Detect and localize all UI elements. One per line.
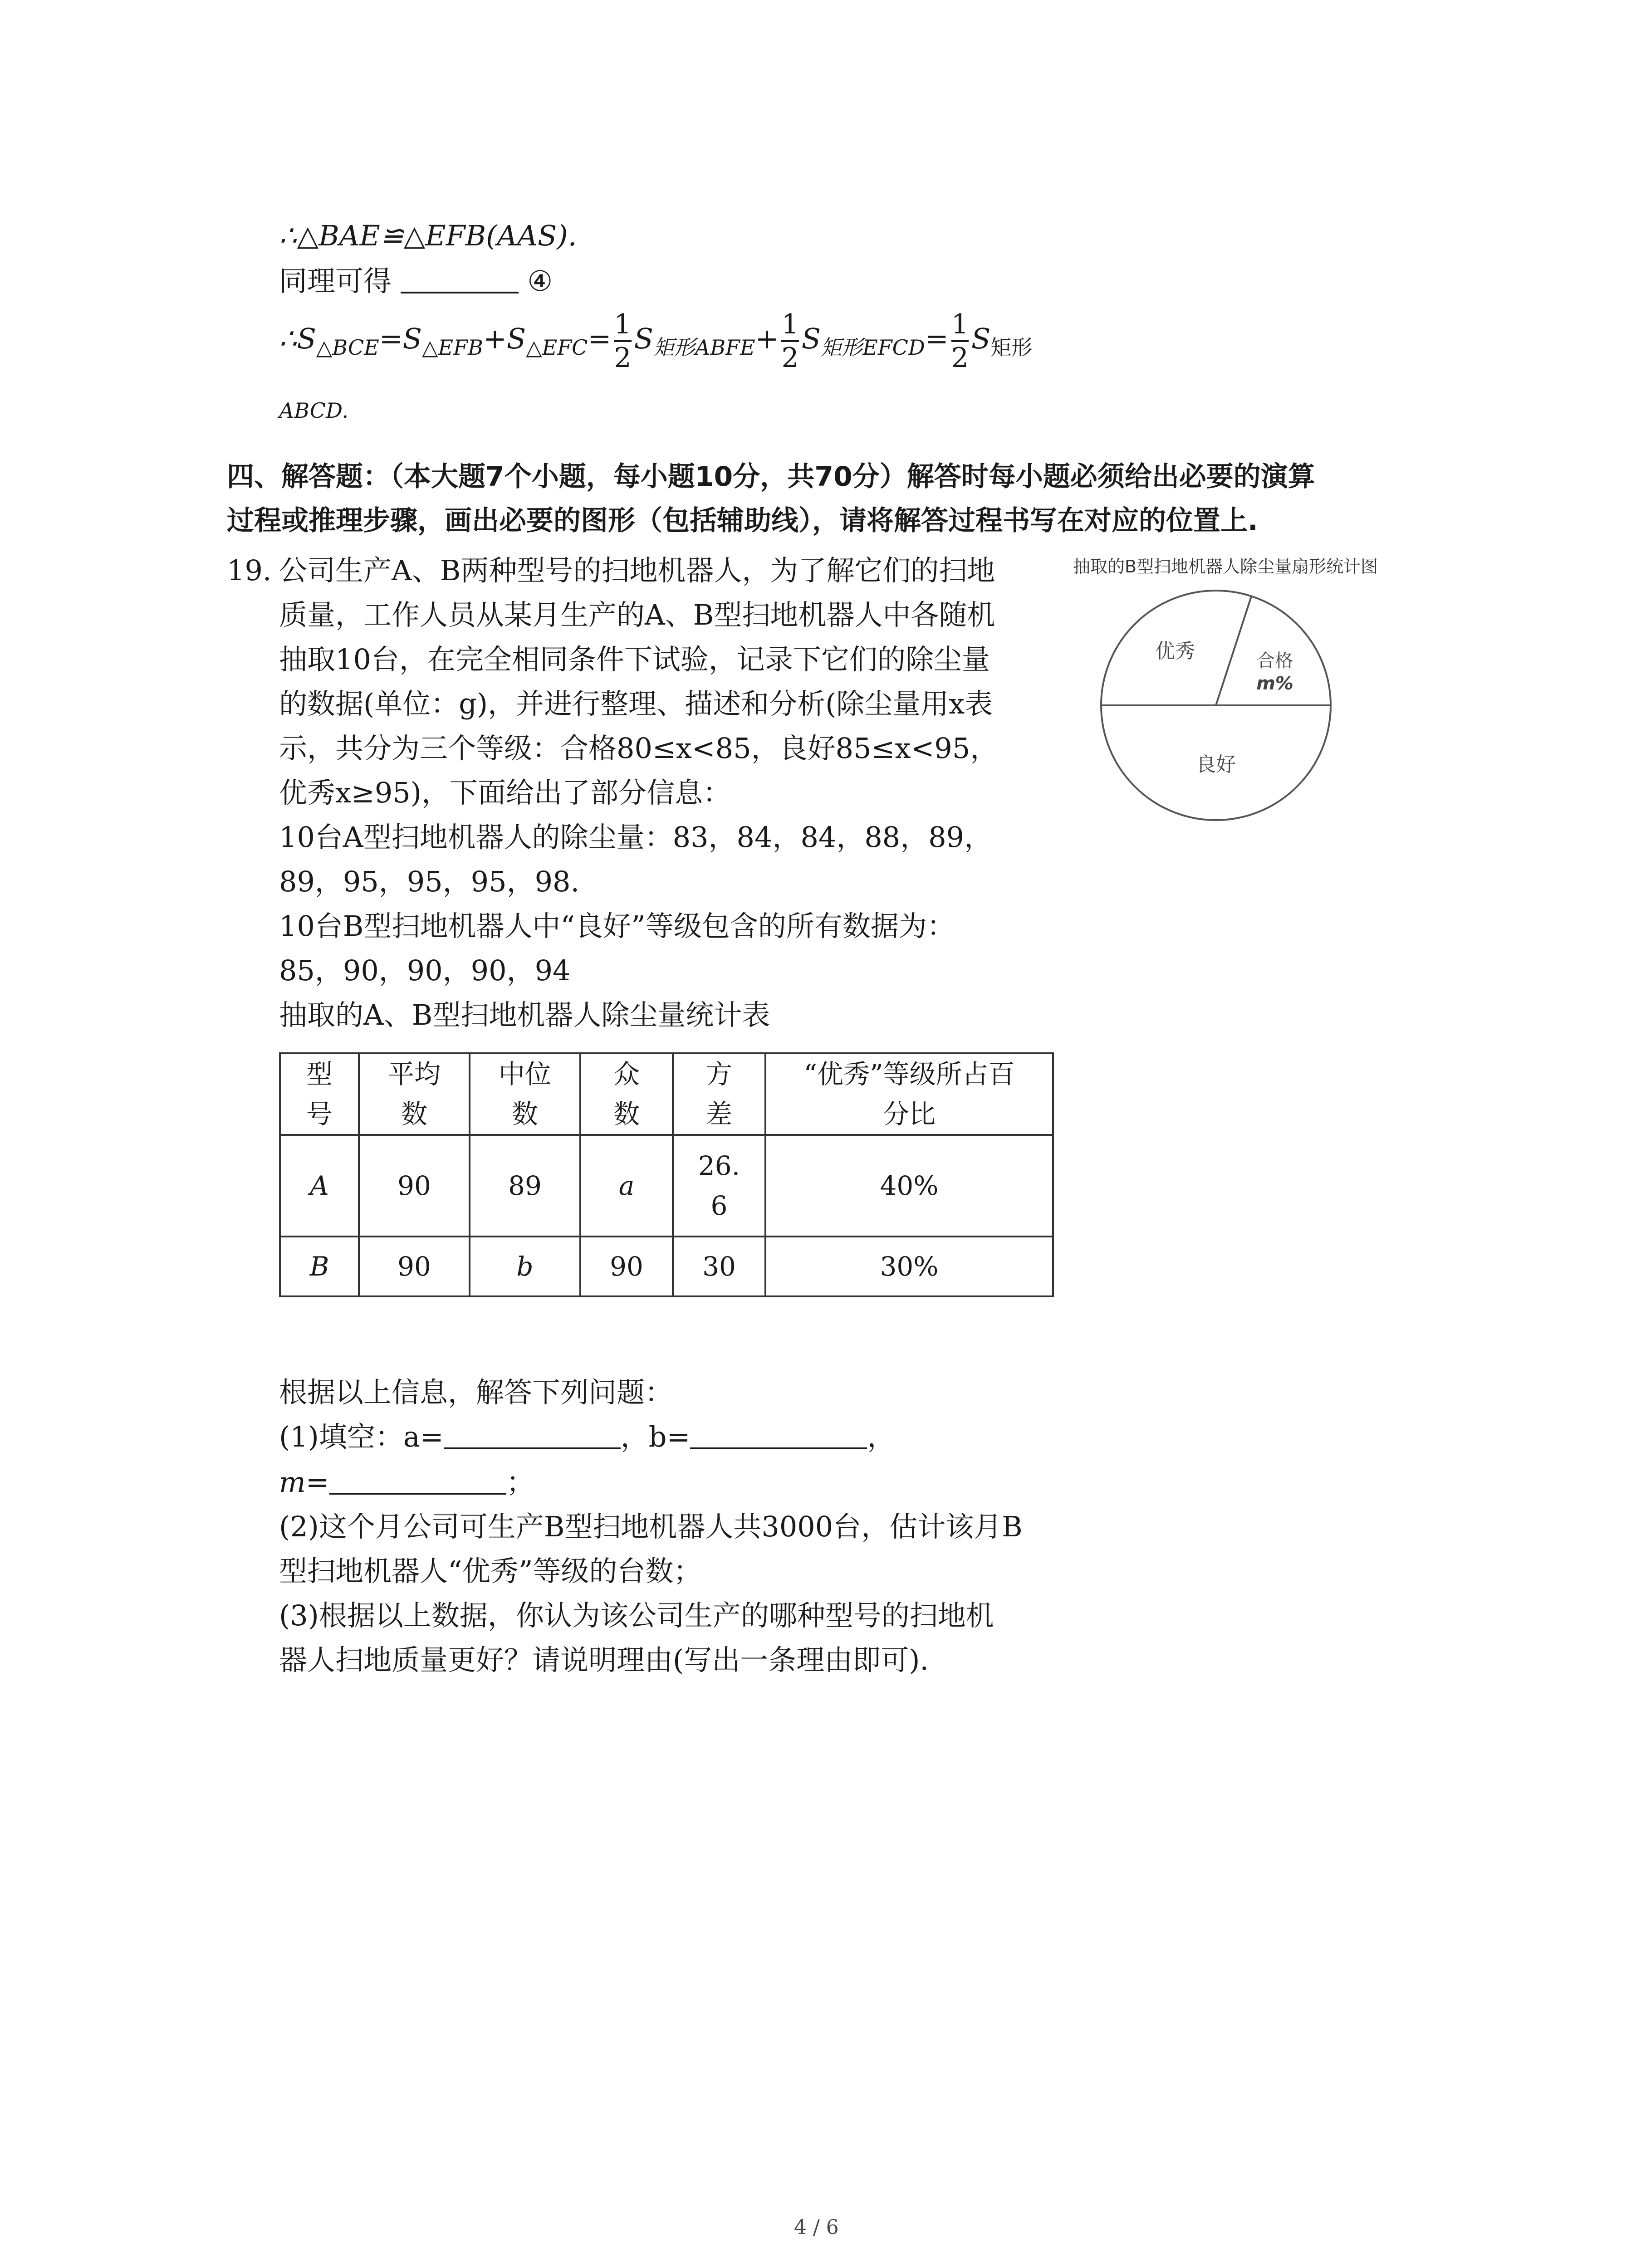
cell-type: A xyxy=(280,1135,359,1237)
task-3-line-2: 器人扫地质量更好？请说明理由(写出一条理由即可). xyxy=(279,1643,929,1677)
pie-label-excellent: 优秀 xyxy=(1155,640,1195,663)
pie-label-qualified: 合格 xyxy=(1257,650,1293,671)
question-line: 公司生产A、B两种型号的扫地机器人，为了解它们的扫地 xyxy=(279,554,995,587)
table-row xyxy=(280,1237,1053,1296)
question-line: 10台A型扫地机器人的除尘量：83，84，84，88，89， xyxy=(279,821,993,854)
cell-mean: 90 xyxy=(359,1237,470,1296)
cell-mode: a xyxy=(580,1135,673,1237)
header-cell-mean: 平均 数 xyxy=(359,1053,470,1135)
fraction-half-2: $\frac{1}{2}$ xyxy=(781,308,799,374)
task-2-line-1: (2)这个月公司可生产B型扫地机器人共3000台，估计该月B xyxy=(279,1510,1023,1543)
table-header-row xyxy=(280,1053,1053,1135)
cell-variance: 30 xyxy=(673,1237,765,1296)
section-heading-line-1: 四、解答题：（本大题7个小题，每小题10分，共70分）解答时每小题必须给出必要的演算 xyxy=(227,461,1315,493)
fraction-half-1: $\frac{1}{2}$ xyxy=(614,308,632,374)
question-line: 的数据(单位：g)，并进行整理、描述和分析(除尘量用x表 xyxy=(279,687,993,720)
cell-excellent-percent: 30% xyxy=(765,1237,1053,1296)
header-cell-excellent-percent: “优秀”等级所占百 分比 xyxy=(765,1053,1053,1135)
task-3-line-1: (3)根据以上数据，你认为该公司生产的哪种型号的扫地机 xyxy=(279,1599,994,1632)
pie-label-good: 良好 xyxy=(1196,753,1236,776)
question-line: 抽取的A、B型扫地机器人除尘量统计表 xyxy=(279,998,770,1031)
cell-type: B xyxy=(280,1237,359,1296)
question-number: 19. xyxy=(227,554,272,587)
cell-mode: 90 xyxy=(580,1237,673,1296)
question-line: 10台B型扫地机器人中“良好”等级包含的所有数据为： xyxy=(279,909,955,943)
proof-line-4: ABCD. xyxy=(279,398,348,423)
pie-label-m-percent: m% xyxy=(1256,673,1293,694)
header-cell-mode: 众 数 xyxy=(580,1053,673,1135)
question-line: 示，共分为三个等级：合格80≤x<85，良好85≤x<95， xyxy=(279,732,999,765)
answer-blank-m[interactable] xyxy=(329,1466,506,1495)
cell-median: b xyxy=(470,1237,580,1296)
cell-median: 89 xyxy=(470,1135,580,1237)
answer-blank-b[interactable] xyxy=(690,1420,867,1449)
question-line: 抽取10台，在完全相同条件下试验，记录下它们的除尘量 xyxy=(279,643,990,676)
header-cell-type: 型 号 xyxy=(280,1053,359,1135)
proof-line-1: ∴△BAE≌△EFB(AAS). xyxy=(279,219,577,252)
fraction-half-3: $\frac{1}{2}$ xyxy=(951,308,969,374)
pie-chart xyxy=(1098,587,1334,823)
cell-variance: 26.6 xyxy=(673,1135,765,1237)
pie-caption: 抽取的B型扫地机器人除尘量扇形统计图 xyxy=(1073,557,1378,577)
question-line: 85，90，90，90，94 xyxy=(279,954,571,987)
proof-line-2: 同理可得 ④ xyxy=(279,264,553,298)
answer-blank-4[interactable] xyxy=(401,264,519,293)
cell-excellent-percent: 40% xyxy=(765,1135,1053,1237)
task-2-line-2: 型扫地机器人“优秀”等级的台数； xyxy=(279,1554,702,1588)
task-1-line-1: (1)填空：a= ，b= ， xyxy=(279,1420,896,1453)
stats-table xyxy=(279,1052,1054,1297)
proof-line-3: $\therefore S_{\triangle BCE}=S_{\triangle EFB}+S_{\triangle EFC}=$ $\frac{1}{2}$ $S_{矩形ABFE}+$ $\frac{1}{2}$ $S_{矩形EFCD}=$ $\frac{1}{2}$ $S_{矩形}$ xyxy=(279,308,1033,374)
header-cell-variance: 方 差 xyxy=(673,1053,765,1135)
task-1-line-2: m= ； xyxy=(279,1466,534,1499)
tasks-intro: 根据以上信息，解答下列问题： xyxy=(279,1376,673,1409)
question-line: 质量，工作人员从某月生产的A、B型扫地机器人中各随机 xyxy=(279,598,995,631)
question-line: 89，95，95，95，98. xyxy=(279,865,580,898)
section-heading-line-2: 过程或推理步骤，画出必要的图形（包括辅助线），请将解答过程书写在对应的位置上. xyxy=(227,505,1258,537)
header-cell-median: 中位 数 xyxy=(470,1053,580,1135)
question-line: 优秀x≥95)，下面给出了部分信息： xyxy=(279,776,731,809)
table-row xyxy=(280,1135,1053,1237)
cell-mean: 90 xyxy=(359,1135,470,1237)
answer-blank-a[interactable] xyxy=(444,1420,621,1449)
page-number: 4 / 6 xyxy=(794,2216,839,2239)
